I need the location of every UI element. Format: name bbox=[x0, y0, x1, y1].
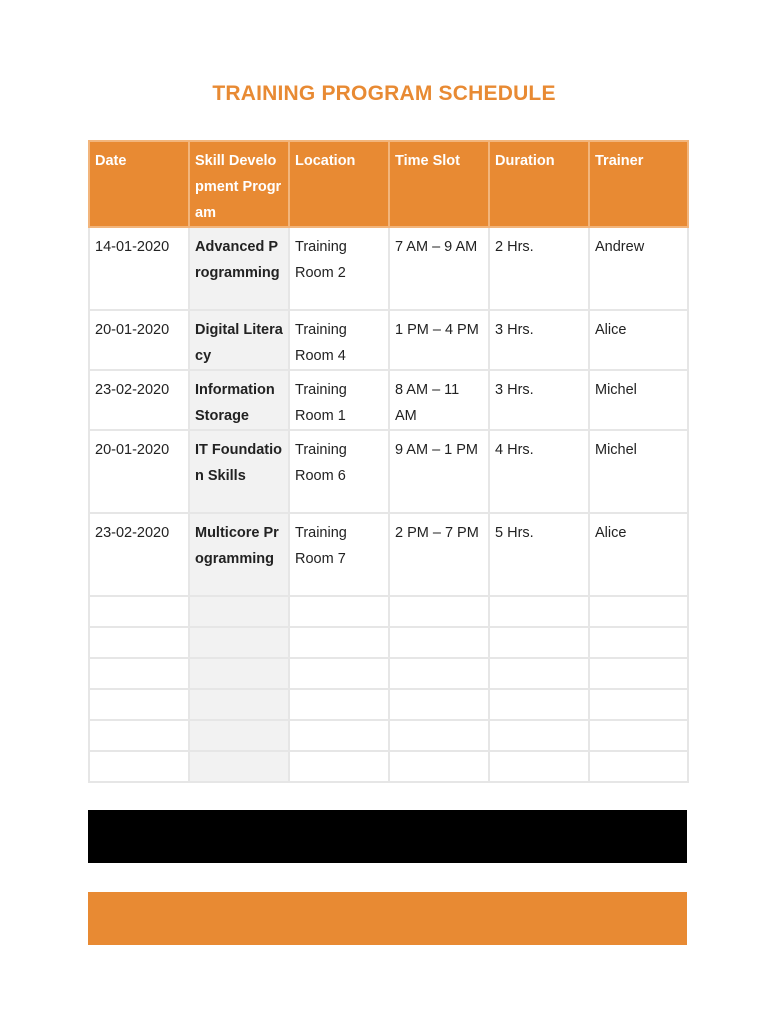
header-skill-program: Skill Development Program bbox=[189, 141, 289, 227]
cell-date: 23-02-2020 bbox=[89, 370, 189, 430]
cell-duration: 4 Hrs. bbox=[489, 430, 589, 513]
cell-time: 9 AM – 1 PM bbox=[389, 430, 489, 513]
cell-location: Training Room 4 bbox=[289, 310, 389, 370]
cell-program: IT Foundation Skills bbox=[189, 430, 289, 513]
cell-location: Training Room 7 bbox=[289, 513, 389, 596]
orange-footer-bar bbox=[88, 892, 687, 945]
cell-trainer: Michel bbox=[589, 430, 688, 513]
table-row bbox=[89, 430, 688, 513]
cell-program: Advanced Programming bbox=[189, 227, 289, 310]
table-row bbox=[89, 513, 688, 596]
cell-duration: 3 Hrs. bbox=[489, 310, 589, 370]
cell-location: Training Room 6 bbox=[289, 430, 389, 513]
cell-date: 23-02-2020 bbox=[89, 513, 189, 596]
cell-duration: 5 Hrs. bbox=[489, 513, 589, 596]
header-trainer: Trainer bbox=[589, 141, 688, 227]
empty-row bbox=[89, 658, 688, 689]
empty-row bbox=[89, 627, 688, 658]
cell-date: 14-01-2020 bbox=[89, 227, 189, 310]
cell-time: 1 PM – 4 PM bbox=[389, 310, 489, 370]
empty-row bbox=[89, 720, 688, 751]
cell-time: 2 PM – 7 PM bbox=[389, 513, 489, 596]
page-title: TRAINING PROGRAM SCHEDULE bbox=[212, 82, 556, 105]
header-location: Location bbox=[289, 141, 389, 227]
table-row bbox=[89, 227, 688, 310]
cell-program: Information Storage bbox=[189, 370, 289, 430]
schedule-table bbox=[88, 140, 689, 783]
header-time-slot: Time Slot bbox=[389, 141, 489, 227]
cell-trainer: Alice bbox=[589, 513, 688, 596]
table-row bbox=[89, 370, 688, 430]
cell-time: 7 AM – 9 AM bbox=[389, 227, 489, 310]
cell-date: 20-01-2020 bbox=[89, 430, 189, 513]
cell-duration: 2 Hrs. bbox=[489, 227, 589, 310]
empty-row bbox=[89, 689, 688, 720]
cell-trainer: Andrew bbox=[589, 227, 688, 310]
cell-program: Digital Literacy bbox=[189, 310, 289, 370]
header-row bbox=[89, 141, 688, 227]
cell-date: 20-01-2020 bbox=[89, 310, 189, 370]
empty-row bbox=[89, 596, 688, 627]
table-row bbox=[89, 310, 688, 370]
cell-program: Multicore Programming bbox=[189, 513, 289, 596]
cell-location: Training Room 2 bbox=[289, 227, 389, 310]
cell-duration: 3 Hrs. bbox=[489, 370, 589, 430]
cell-time: 8 AM – 11 AM bbox=[389, 370, 489, 430]
header-duration: Duration bbox=[489, 141, 589, 227]
cell-trainer: Alice bbox=[589, 310, 688, 370]
cell-trainer: Michel bbox=[589, 370, 688, 430]
header-date: Date bbox=[89, 141, 189, 227]
empty-row bbox=[89, 751, 688, 782]
black-footer-bar bbox=[88, 810, 687, 863]
cell-location: Training Room 1 bbox=[289, 370, 389, 430]
